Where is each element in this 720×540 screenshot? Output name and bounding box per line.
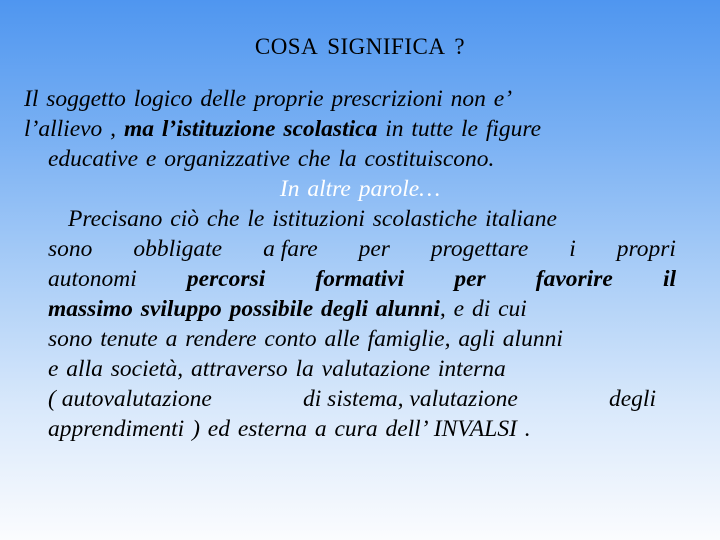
bold-word: formativi [315,266,405,292]
paragraph2-line7 [24,384,696,414]
paragraph2-line5: sono tenute a rendere conto alle famiglie, agli alunni [48,326,563,352]
bold-phrase: massimo sviluppo possibile degli alunni [48,296,440,322]
word: a fare [263,236,318,262]
word: i [569,236,576,262]
paragraph1-line3: educative e organizzative che la costituiscono. [48,146,495,172]
word: progettare [430,236,529,262]
word: propri [616,236,676,262]
paragraph2-line6: e alla società, attraverso la valutazione interna [48,356,506,382]
word: obbligate [133,236,223,262]
bold-word: percorsi [186,266,266,292]
phrase: di sistema, valutazione [303,386,518,412]
paragraph1-line1: Il soggetto logico delle proprie prescrizioni non e’ [24,86,513,112]
phrase: degli [608,386,656,412]
bold-word: il [662,266,676,292]
text-span: , e di cui [439,296,527,322]
word: autonomi [48,266,137,292]
word: sono [48,236,93,262]
word: per [358,236,390,262]
paragraph2-line8: apprendimenti ) ed esterna a cura dell’ INVALSI . [48,416,531,442]
paragraph2-line4 [24,294,696,324]
slide-title: COSA SIGNIFICA ? [254,34,466,59]
bold-phrase: ma l’istituzione scolastica [123,116,378,142]
slide-body [24,84,696,444]
phrase: ( autovalutazione [48,386,212,412]
paragraph2-line2 [24,234,696,264]
paragraph2-line3 [24,264,696,294]
subheading: In altre parole… [279,176,441,202]
bold-word: per [454,266,486,292]
bold-word: favorire [535,266,613,292]
text-span: in tutte le figure [377,116,542,142]
paragraph1-line2 [24,114,696,144]
text-span: l’allievo , [24,116,124,142]
paragraph2-line1: Precisano ciò che le istituzioni scolastiche italiane [68,206,557,232]
